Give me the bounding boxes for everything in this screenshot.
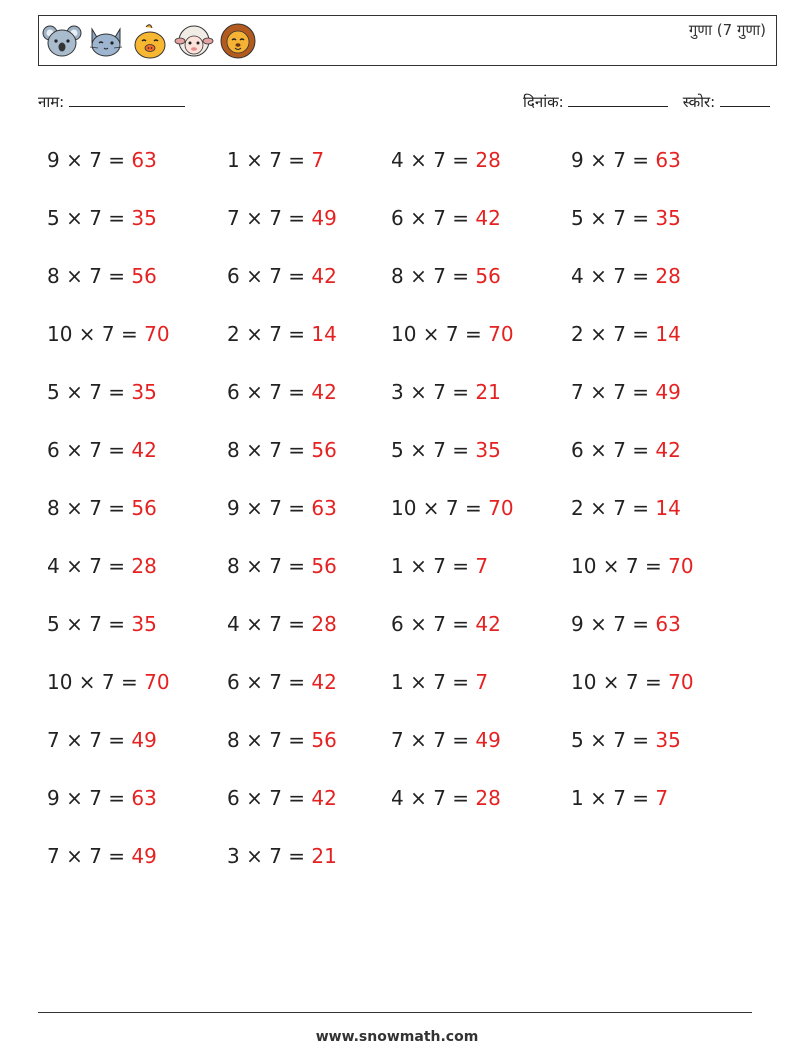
problem-question: 1 × 7 = xyxy=(227,148,312,172)
problem-item xyxy=(391,670,488,694)
problem-question: 8 × 7 = xyxy=(227,438,312,462)
problem-item xyxy=(391,206,501,230)
problem-question: 5 × 7 = xyxy=(391,438,476,462)
problem-item xyxy=(47,496,157,520)
problem-answer: 35 xyxy=(131,612,157,636)
problem-item xyxy=(571,670,694,694)
problem-answer: 14 xyxy=(311,322,337,346)
problem-item xyxy=(227,670,337,694)
problem-answer: 49 xyxy=(311,206,337,230)
problem-item xyxy=(571,206,681,230)
problem-question: 8 × 7 = xyxy=(227,728,312,752)
problem-item xyxy=(227,380,337,404)
date-label: दिनांक: xyxy=(523,93,564,111)
problem-answer: 42 xyxy=(311,786,337,810)
problem-answer: 49 xyxy=(131,728,157,752)
problem-question: 7 × 7 = xyxy=(391,728,476,752)
problem-item xyxy=(571,438,681,462)
problem-question: 6 × 7 = xyxy=(227,380,312,404)
problem-question: 7 × 7 = xyxy=(47,728,132,752)
problem-answer: 21 xyxy=(311,844,337,868)
problem-question: 9 × 7 = xyxy=(227,496,312,520)
problem-question: 4 × 7 = xyxy=(571,264,656,288)
problem-answer: 56 xyxy=(131,496,157,520)
problem-item xyxy=(571,380,681,404)
problem-answer: 21 xyxy=(475,380,501,404)
problem-answer: 70 xyxy=(488,496,514,520)
problem-question: 1 × 7 = xyxy=(391,670,476,694)
problem-item xyxy=(571,728,681,752)
problem-question: 5 × 7 = xyxy=(47,612,132,636)
sheet-title: गुणा (7 गुणा) xyxy=(688,21,766,39)
problem-question: 2 × 7 = xyxy=(571,322,656,346)
problem-answer: 63 xyxy=(311,496,337,520)
problem-answer: 28 xyxy=(131,554,157,578)
problem-answer: 35 xyxy=(475,438,501,462)
problem-question: 10 × 7 = xyxy=(571,670,669,694)
problem-item xyxy=(47,380,157,404)
problem-question: 10 × 7 = xyxy=(47,322,145,346)
footer-website: www.snowmath.com xyxy=(315,1029,479,1045)
problem-answer: 42 xyxy=(475,612,501,636)
problem-answer: 7 xyxy=(475,554,489,578)
problem-question: 5 × 7 = xyxy=(47,380,132,404)
problem-question: 5 × 7 = xyxy=(47,206,132,230)
problem-answer: 56 xyxy=(131,264,157,288)
problem-answer: 28 xyxy=(475,148,501,172)
problem-answer: 42 xyxy=(311,264,337,288)
problem-question: 8 × 7 = xyxy=(391,264,476,288)
problem-answer: 49 xyxy=(475,728,501,752)
problem-item xyxy=(571,786,668,810)
problem-question: 2 × 7 = xyxy=(571,496,656,520)
problem-question: 6 × 7 = xyxy=(227,670,312,694)
problem-question: 4 × 7 = xyxy=(391,148,476,172)
problem-answer: 7 xyxy=(311,148,325,172)
score-label: स्कोर: xyxy=(682,93,716,111)
problem-answer: 42 xyxy=(475,206,501,230)
problem-question: 8 × 7 = xyxy=(47,496,132,520)
problem-answer: 63 xyxy=(655,612,681,636)
problem-item xyxy=(391,148,501,172)
problem-item xyxy=(391,554,488,578)
problem-answer: 14 xyxy=(655,322,681,346)
problem-item xyxy=(227,844,337,868)
problem-item xyxy=(391,264,501,288)
problem-item xyxy=(227,496,337,520)
problem-answer: 49 xyxy=(131,844,157,868)
problem-answer: 70 xyxy=(144,322,170,346)
problem-question: 10 × 7 = xyxy=(391,496,489,520)
problem-answer: 42 xyxy=(131,438,157,462)
problem-question: 7 × 7 = xyxy=(571,380,656,404)
problem-question: 6 × 7 = xyxy=(47,438,132,462)
problem-question: 4 × 7 = xyxy=(227,612,312,636)
problem-item xyxy=(391,612,501,636)
problem-answer: 49 xyxy=(655,380,681,404)
problem-question: 9 × 7 = xyxy=(571,148,656,172)
problem-item xyxy=(571,322,681,346)
name-label: नाम: xyxy=(38,93,65,111)
problem-item xyxy=(47,612,157,636)
problem-answer: 70 xyxy=(668,554,694,578)
problem-answer: 63 xyxy=(131,148,157,172)
problem-question: 10 × 7 = xyxy=(47,670,145,694)
problem-item xyxy=(47,844,157,868)
problem-answer: 63 xyxy=(131,786,157,810)
problem-item xyxy=(47,322,170,346)
problem-question: 9 × 7 = xyxy=(47,148,132,172)
problem-question: 10 × 7 = xyxy=(391,322,489,346)
problem-item xyxy=(47,728,157,752)
problem-answer: 42 xyxy=(311,380,337,404)
problem-item xyxy=(227,148,324,172)
problem-answer: 56 xyxy=(311,438,337,462)
problem-question: 5 × 7 = xyxy=(571,728,656,752)
problem-question: 10 × 7 = xyxy=(571,554,669,578)
problem-item xyxy=(227,264,337,288)
problem-item xyxy=(391,380,501,404)
problem-item xyxy=(227,612,337,636)
problem-question: 2 × 7 = xyxy=(227,322,312,346)
problem-answer: 70 xyxy=(668,670,694,694)
problem-answer: 70 xyxy=(488,322,514,346)
problem-question: 7 × 7 = xyxy=(47,844,132,868)
problem-question: 6 × 7 = xyxy=(227,264,312,288)
problem-question: 3 × 7 = xyxy=(391,380,476,404)
problem-answer: 35 xyxy=(655,206,681,230)
problem-item xyxy=(571,264,681,288)
problem-question: 5 × 7 = xyxy=(571,206,656,230)
problem-question: 3 × 7 = xyxy=(227,844,312,868)
problem-answer: 63 xyxy=(655,148,681,172)
problem-question: 6 × 7 = xyxy=(391,612,476,636)
problem-answer: 14 xyxy=(655,496,681,520)
problem-answer: 56 xyxy=(311,554,337,578)
problem-item xyxy=(391,786,501,810)
problem-item xyxy=(391,496,514,520)
problem-item xyxy=(391,322,514,346)
problem-question: 6 × 7 = xyxy=(227,786,312,810)
problem-item xyxy=(47,206,157,230)
problem-question: 4 × 7 = xyxy=(47,554,132,578)
problem-answer: 7 xyxy=(655,786,669,810)
problem-answer: 42 xyxy=(311,670,337,694)
problem-question: 4 × 7 = xyxy=(391,786,476,810)
problem-answer: 35 xyxy=(131,206,157,230)
problem-answer: 70 xyxy=(144,670,170,694)
problem-item xyxy=(227,206,337,230)
problem-item xyxy=(571,554,694,578)
problem-answer: 42 xyxy=(655,438,681,462)
problem-question: 8 × 7 = xyxy=(47,264,132,288)
problem-item xyxy=(571,148,681,172)
problem-question: 1 × 7 = xyxy=(391,554,476,578)
problem-question: 9 × 7 = xyxy=(47,786,132,810)
footer-divider xyxy=(38,1012,752,1013)
problem-item xyxy=(227,786,337,810)
problem-question: 6 × 7 = xyxy=(571,438,656,462)
problem-item xyxy=(391,728,501,752)
problem-question: 9 × 7 = xyxy=(571,612,656,636)
problem-answer: 35 xyxy=(655,728,681,752)
problem-item xyxy=(227,322,337,346)
problem-item xyxy=(227,438,337,462)
problem-item xyxy=(391,438,501,462)
problem-item xyxy=(571,496,681,520)
problem-answer: 35 xyxy=(131,380,157,404)
problem-answer: 28 xyxy=(311,612,337,636)
problem-question: 7 × 7 = xyxy=(227,206,312,230)
problem-item xyxy=(571,612,681,636)
problem-question: 8 × 7 = xyxy=(227,554,312,578)
problem-answer: 28 xyxy=(475,786,501,810)
problem-item xyxy=(47,670,170,694)
problem-answer: 56 xyxy=(475,264,501,288)
problem-item xyxy=(47,554,157,578)
problem-item xyxy=(227,728,337,752)
problem-item xyxy=(47,264,157,288)
problem-question: 6 × 7 = xyxy=(391,206,476,230)
problem-item xyxy=(47,786,157,810)
problem-question: 1 × 7 = xyxy=(571,786,656,810)
problem-answer: 7 xyxy=(475,670,489,694)
problem-answer: 28 xyxy=(655,264,681,288)
problem-answer: 56 xyxy=(311,728,337,752)
problem-item xyxy=(227,554,337,578)
problem-item xyxy=(47,438,157,462)
problem-item xyxy=(47,148,157,172)
